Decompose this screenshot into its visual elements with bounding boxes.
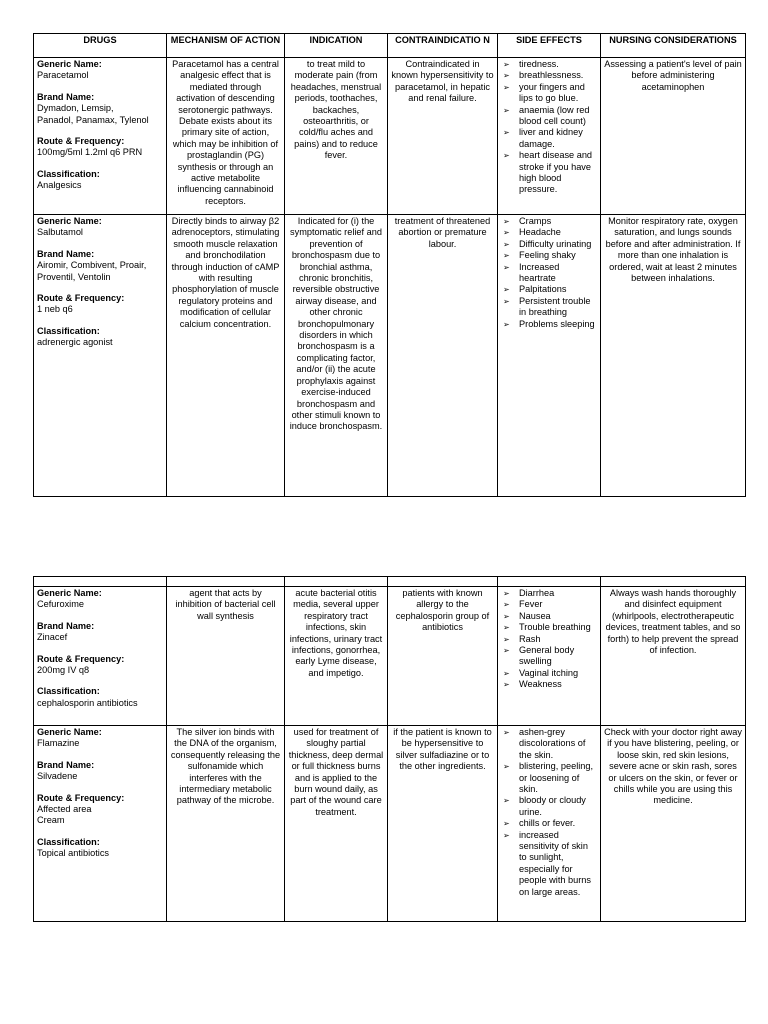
side-effect-item: ➢ General body swelling: [501, 645, 597, 668]
brand-name: Silvadene: [37, 771, 78, 782]
contraindication-cell: if the patient is known to be hypersensitive to silver sulfadiazine or to the other ingredients.: [388, 726, 498, 922]
table-row: [34, 587, 746, 726]
contraindication-cell: Contraindicated in known hypersensitivity to paracetamol, in hepatic and renal failure.: [388, 58, 498, 215]
table-row: [34, 58, 746, 215]
side-effect-item: ➢ Trouble breathing: [501, 622, 597, 633]
classification: Analgesics: [37, 180, 82, 191]
indication-cell: used for treatment of sloughy partial thickness, deep dermal or full thickness burns and is applied to the burn wound daily, as part of the wound care treatment.: [285, 726, 388, 922]
route-frequency: 100mg/5ml 1.2ml q6 PRN: [37, 147, 143, 158]
classification-label: Classification:: [37, 168, 100, 179]
side-effect-item: ➢ increased sensitivity of skin to sunlight, especially for people with burns on large areas.: [501, 830, 597, 898]
header-indication: INDICATION: [285, 34, 388, 58]
side-effect-item: ➢ blistering, peeling, or loosening of skin.: [501, 761, 597, 795]
drug-table-2: [33, 576, 746, 922]
side-effect-item: ➢ Palpitations: [501, 284, 597, 295]
side-effect-item: ➢ anaemia (low red blood cell count): [501, 105, 597, 128]
generic-name: Salbutamol: [37, 227, 83, 238]
generic-name-label: Generic Name:: [37, 588, 102, 598]
side-effects-list: [501, 59, 597, 196]
side-effect-item: ➢ heart disease and stroke if you have high blood pressure.: [501, 150, 597, 196]
nursing-cell: Always wash hands thoroughly and disinfect equipment (whirlpools, electrotherapeutic devices, treatment tables, and so forth) to help prevent the spread of infection.: [601, 587, 746, 726]
brand-name-label: Brand Name:: [37, 759, 95, 770]
drug-info-cell: [34, 58, 167, 215]
brand-name: Zinacef: [37, 632, 68, 643]
side-effects-cell: [498, 726, 601, 922]
contraindication-cell: treatment of threatened abortion or premature labour.: [388, 215, 498, 497]
side-effect-item: ➢ Vaginal itching: [501, 668, 597, 679]
brand-name-label: Brand Name:: [37, 248, 95, 259]
side-effects-cell: [498, 587, 601, 726]
nursing-cell: Assessing a patient's level of pain before administering acetaminophen: [601, 58, 746, 215]
generic-name: Cefuroxime: [37, 599, 84, 610]
drug-info-cell: [34, 726, 167, 922]
side-effect-item: ➢ liver and kidney damage.: [501, 127, 597, 150]
mechanism-cell: Paracetamol has a central analgesic effect that is mediated through activation of descending serotonergic pathways. Debate exists about its primary site of action, which may be inhibition of prostaglandin (PG) synthesis or through an active metabolite influencing cannabinoid receptors.: [167, 58, 285, 215]
contraindication-cell: patients with known allergy to the cephalosporin group of antibiotics: [388, 587, 498, 726]
generic-name: Flamazine: [37, 738, 80, 749]
side-effect-item: ➢ your fingers and lips to go blue.: [501, 82, 597, 105]
classification-label: Classification:: [37, 686, 100, 697]
side-effect-item: ➢ Fever: [501, 599, 597, 610]
empty-header-row: [34, 577, 746, 587]
header-drugs: DRUGS: [34, 34, 167, 58]
side-effect-item: ➢ Feeling shaky: [501, 250, 597, 261]
side-effect-item: ➢ ashen-grey discolorations of the skin.: [501, 727, 597, 761]
header-contraindication: CONTRAINDICATIO N: [388, 34, 498, 58]
indication-cell: acute bacterial otitis media, several upper respiratory tract infections, skin infections, urinary tract infections, gonorrhea, early Lyme disease, and impetigo.: [285, 587, 388, 726]
route-frequency: 200mg IV q8: [37, 665, 90, 676]
route-frequency: Affected area: [37, 804, 92, 815]
brand-name-label: Brand Name:: [37, 91, 95, 102]
header-mechanism: MECHANISM OF ACTION: [167, 34, 285, 58]
nursing-cell: Check with your doctor right away if you have blistering, peeling, or loose skin, red skin lesions, severe acne or skin rash, sores or ulcers on the skin, or fever or chills while you are using this medicine.: [601, 726, 746, 922]
table-row: [34, 215, 746, 497]
side-effects-list: [501, 727, 597, 898]
side-effects-cell: [498, 215, 601, 497]
side-effects-list: [501, 216, 597, 330]
classification-label: Classification:: [37, 325, 100, 336]
side-effect-item: ➢ Rash: [501, 634, 597, 645]
table-row: [34, 726, 746, 922]
nursing-cell: Monitor respiratory rate, oxygen saturation, and lungs sounds before and after administration. If more than one inhalation is ordered, wait at least 2 minutes between inhalations.: [601, 215, 746, 497]
classification-label: Classification:: [37, 836, 100, 847]
side-effects-list: [501, 588, 597, 691]
indication-cell: to treat mild to moderate pain (from headaches, menstrual periods, toothaches, backaches, osteoarthritis, or cold/flu aches and pains) and to reduce fever.: [285, 58, 388, 215]
generic-name-label: Generic Name:: [37, 59, 102, 69]
generic-name-label: Generic Name:: [37, 216, 102, 226]
route-frequency: 1 neb q6: [37, 304, 73, 315]
side-effect-item: ➢ Cramps: [501, 216, 597, 227]
side-effect-item: ➢ Headache: [501, 227, 597, 238]
table-header-row: [34, 34, 746, 58]
classification: adrenergic agonist: [37, 337, 113, 348]
side-effect-item: ➢ Increased heartrate: [501, 262, 597, 285]
route-frequency-label: Route & Frequency:: [37, 653, 125, 664]
drug-info-cell: [34, 587, 167, 726]
brand-name: Airomir, Combivent, Proair,: [37, 260, 147, 271]
brand-name: Proventil, Ventolin: [37, 271, 111, 282]
mechanism-cell: Directly binds to airway β2 adrenoceptors, stimulating smooth muscle relaxation and bronchodilation through induction of cAMP with resulting phosphorylation of muscle regulatory proteins and modification of cellular calcium concentration.: [167, 215, 285, 497]
classification: cephalosporin antibiotics: [37, 697, 138, 708]
route-frequency-label: Route & Frequency:: [37, 136, 125, 147]
side-effect-item: ➢ Difficulty urinating: [501, 239, 597, 250]
route-frequency-label: Route & Frequency:: [37, 293, 125, 304]
generic-name: Paracetamol: [37, 70, 89, 81]
header-nursing: NURSING CONSIDERATIONS: [601, 34, 746, 58]
side-effect-item: ➢ Weakness: [501, 679, 597, 690]
side-effect-item: ➢ breathlessness.: [501, 70, 597, 81]
generic-name-label: Generic Name:: [37, 727, 102, 737]
side-effect-item: ➢ tiredness.: [501, 59, 597, 70]
brand-name: Dymadon, Lemsip,: [37, 103, 114, 114]
mechanism-cell: agent that acts by inhibition of bacterial cell wall synthesis: [167, 587, 285, 726]
route-frequency: Cream: [37, 815, 65, 826]
classification: Topical antibiotics: [37, 848, 110, 859]
drug-table-1: [33, 33, 746, 497]
mechanism-cell: The silver ion binds with the DNA of the organism, consequently releasing the sulfonamide which interferes with the intermediary metabolic pathway of the microbe.: [167, 726, 285, 922]
side-effect-item: ➢ chills or fever.: [501, 818, 597, 829]
indication-cell: Indicated for (i) the symptomatic relief and prevention of bronchospasm due to bronchial asthma, chronic bronchitis, reversible obstructive airway disease, and other chronic bronchopulmonary disorders in which bronchospasm is a complicating factor, and/or (ii) the acute prophylaxis against exercise-induced bronchospasm and other stimuli known to induce bronchospasm.: [285, 215, 388, 497]
brand-name: Panadol, Panamax, Tylenol: [37, 114, 149, 125]
side-effect-item: ➢ Problems sleeping: [501, 319, 597, 330]
brand-name-label: Brand Name:: [37, 620, 95, 631]
drug-info-cell: [34, 215, 167, 497]
side-effect-item: ➢ Persistent trouble in breathing: [501, 296, 597, 319]
side-effects-cell: [498, 58, 601, 215]
side-effect-item: ➢ bloody or cloudy urine.: [501, 795, 597, 818]
route-frequency-label: Route & Frequency:: [37, 792, 125, 803]
side-effect-item: ➢ Nausea: [501, 611, 597, 622]
side-effect-item: ➢ Diarrhea: [501, 588, 597, 599]
header-side-effects: SIDE EFFECTS: [498, 34, 601, 58]
